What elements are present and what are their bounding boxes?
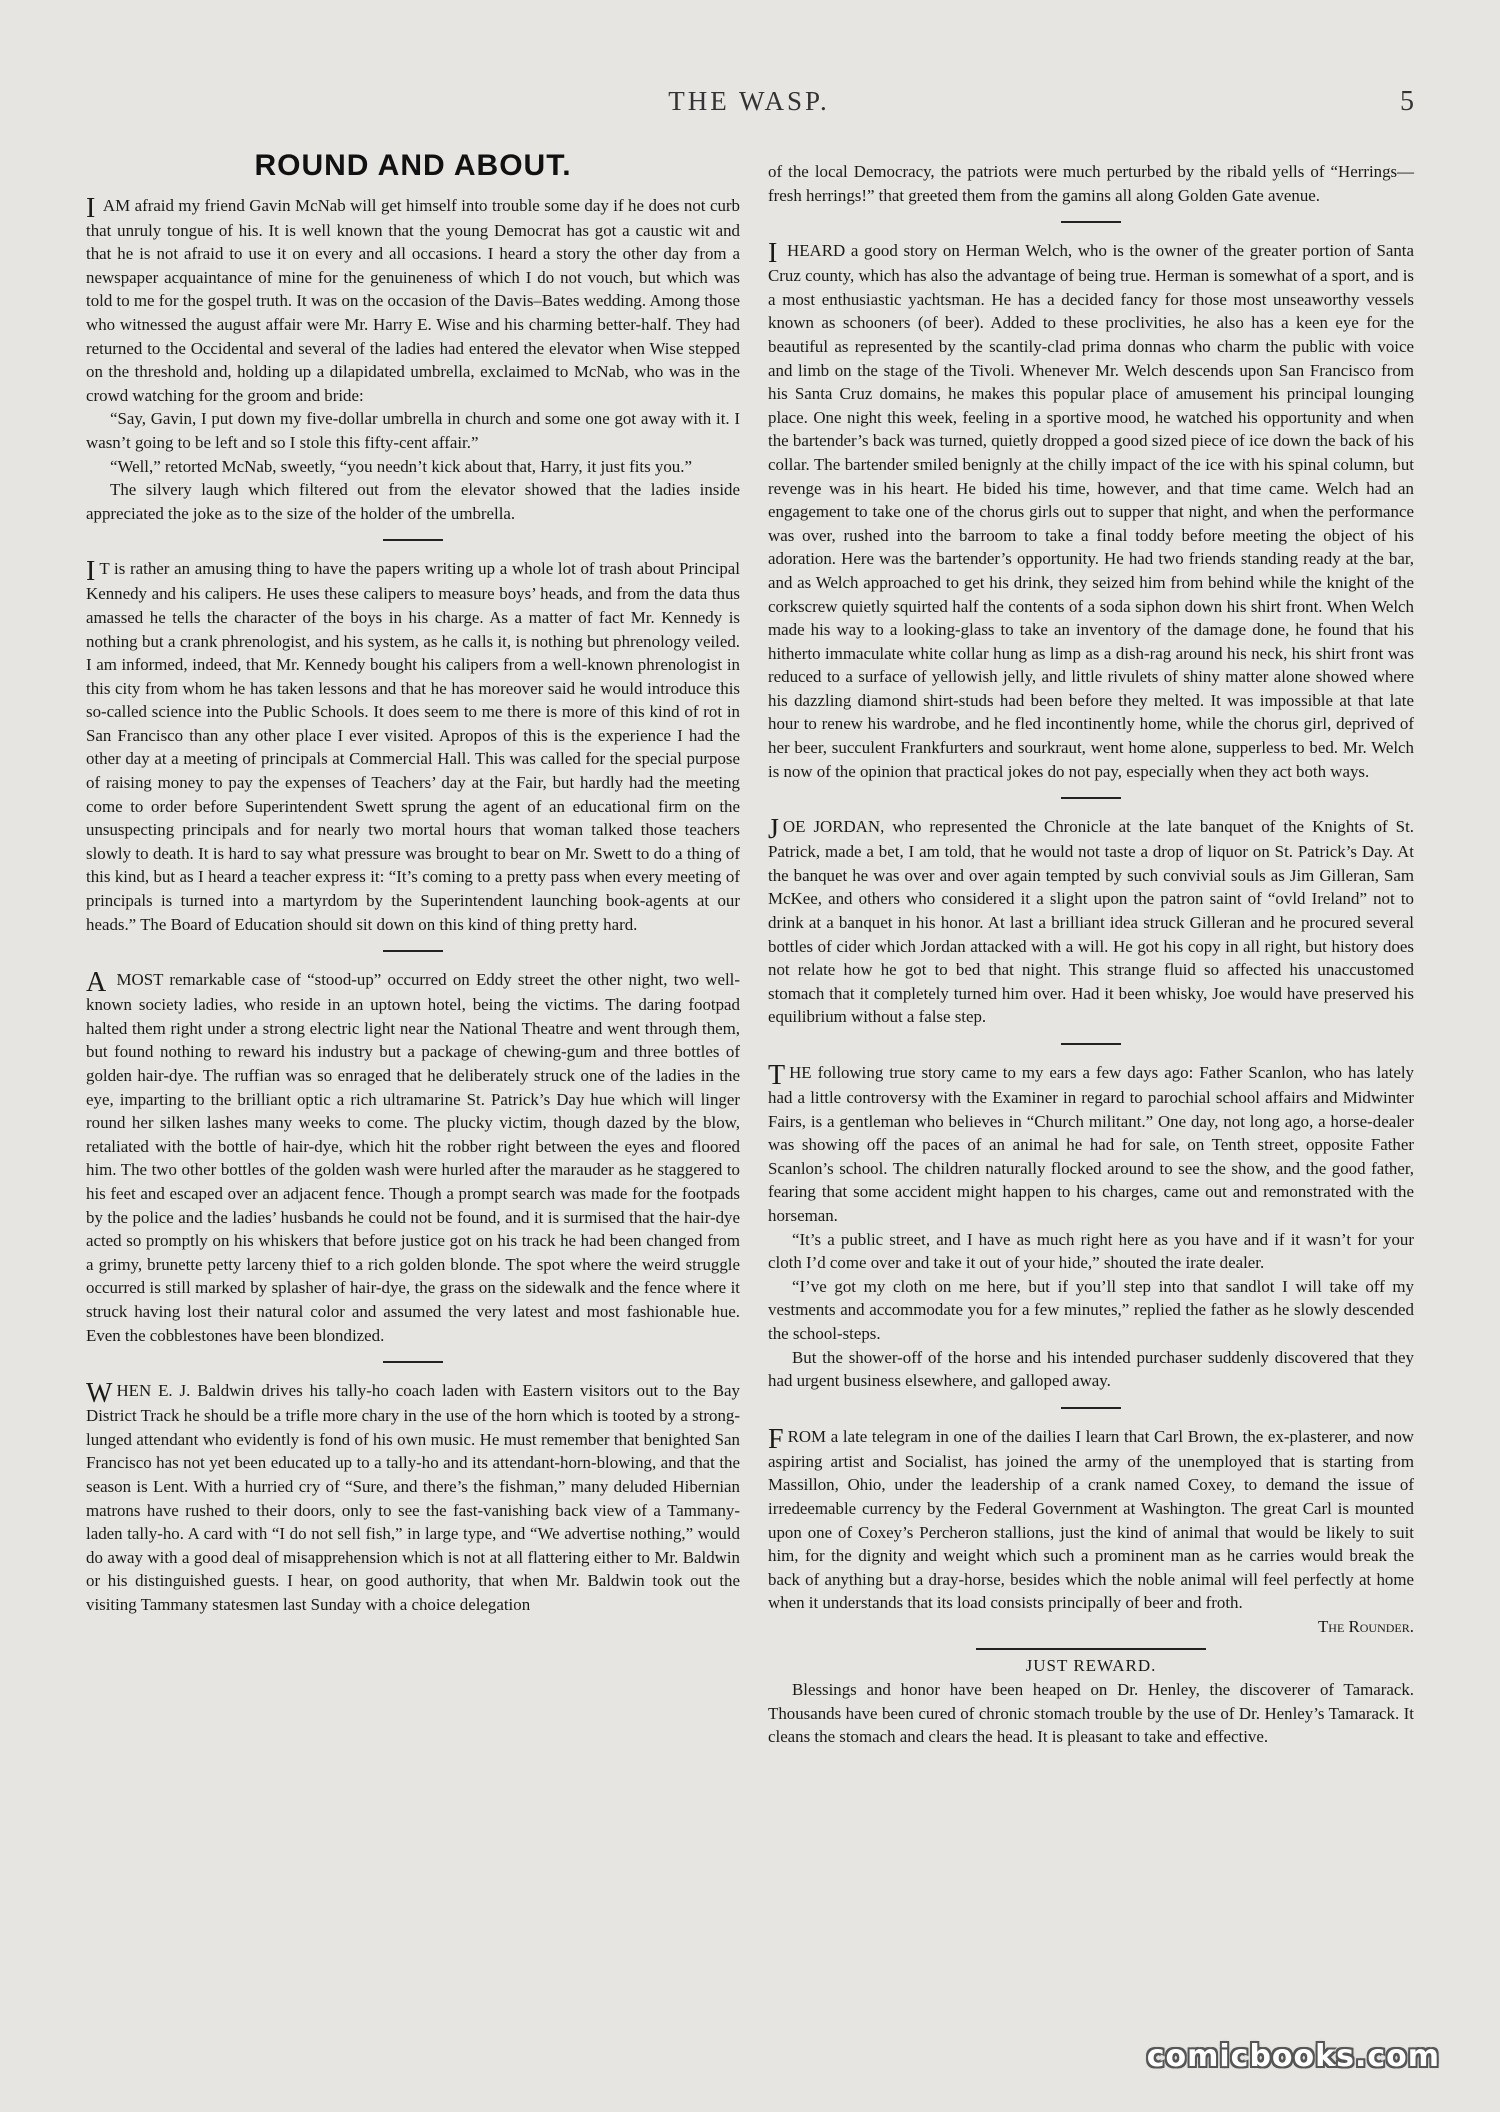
page-number: 5 bbox=[1400, 86, 1414, 117]
section-divider bbox=[1061, 1407, 1121, 1409]
author-signature: The Rounder. bbox=[1317, 1616, 1414, 1636]
section-divider bbox=[976, 1648, 1206, 1650]
article-paragraph: FROM a late telegram in one of the dailies I learn that Carl Brown, the ex-plasterer, and now aspiring artist and Socialist, has joined the army of the unemployed that is starting from Massillon, Ohio, under the leadership of a crank named Coxey, to demand the issue of irredeemable currency by the Federal Government at Washington. The great Carl is mounted upon one of Coxey’s Percheron stallions, just the kind of animal that would be likely to suit him, for the dignity and weight which such a prominent man as he carries would break the back of anything but a dray-horse, besides which the noble animal will feel perfectly at home when it understands that its load consists principally of beer and froth. bbox=[768, 1423, 1414, 1613]
article-paragraph: WHEN E. J. Baldwin drives his tally-ho coach laden with Eastern visitors out to the Bay District Track he should be a trifle more chary in the use of the horn which is tooted by a strong-lunged attendant who evidently is fond of his own music. He must remember that benighted San Francisco has not yet been educated up to a tally-ho and its attendant-horn-blowing, and that the season is Lent. With a hurried cry of “Sure, and there’s the fishman,” many deluded Hibernian matrons have rushed to their doors, only to see the fast-vanishing back view of a Tammany-laden tally-ho. A card with “I do not sell fish,” in large type, and “We advertise nothing,” would do away with a good deal of misapprehension which is not at all flattering either to Mr. Baldwin or his distinguished guests. I hear, on good authority, that when Mr. Baldwin took out the visiting Tammany statesmen last Sunday with a choice delegation bbox=[86, 1378, 740, 1614]
article-kennedy bbox=[86, 557, 740, 936]
article-paragraph: A MOST remarkable case of “stood-up” occurred on Eddy street the other night, two well-known society ladies, who reside in an uptown hotel, being the victims. The daring footpad halted them right under a strong electric light near the National Theatre and went through them, but found nothing to reward his industry but a package of chewing-gum and three bottles of golden hair-dye. The ruffian was so enraged that he deliberately struck one of the ladies in the eye, imparting to the brilliant optic a rich ultramarine St. Patrick’s Day hue which will linger round her silken lashes many weeks to come. The plucky victim, though dazed by the blow, retaliated with the bottle of hair-dye, which hit the robber right between the eyes and floored him. The two other bottles of the golden wash were hurled after the marauder as he staggered to his feet and escaped over an adjacent fence. Though a prompt search was made for the footpads by the police and the ladies’ husbands he could not be found, and it is surmised that the hair-dye acted so promptly on his whiskers that before justice got on his track he had been changed from a grimy, brunette petty larceny thief to a rich golden blonde. The spot where the weird struggle occurred is still marked by splasher of hair-dye, the grass on the sidewalk and the fence where it struck having lost their natural color and assumed the very latest and most fashionable hue. Even the cobblestones have been blondized. bbox=[86, 967, 740, 1345]
drop-cap: J bbox=[768, 814, 779, 846]
article-paragraph: “It’s a public street, and I have as much right here as you have and if it wasn’t for your cloth I’d come over and take it out of your hide,” shouted the irate dealer. bbox=[768, 1229, 1414, 1273]
article-paragraph: I AM afraid my friend Gavin McNab will get himself into trouble some day if he does not curb that unruly tongue of his. It is well known that the young Democrat has got a caustic wit and that he is not afraid to use it on every and all occasions. I heard a story the other day from a newspaper acquaintance of mine for the genuineness of which I do not vouch, but which was told to me for the gospel truth. It was on the occasion of the Davis–Bates wedding. Among those who witnessed the august affair were Mr. Harry E. Wise and his charming better-half. They had returned to the Occidental and several of the ladies had entered the elevator when Wise stepped on the threshold and, holding up a dilapidated umbrella, exclaimed to McNab, who was in the crowd watching for the groom and bride: bbox=[86, 192, 740, 405]
drop-cap: W bbox=[86, 1378, 113, 1410]
article-jordan bbox=[768, 815, 1414, 1029]
publication-title: THE WASP. bbox=[668, 86, 830, 116]
left-column bbox=[86, 148, 740, 1616]
column-headline: ROUND AND ABOUT. bbox=[254, 149, 572, 182]
article-welch bbox=[768, 239, 1414, 783]
page-header bbox=[84, 86, 1414, 120]
ad-text: Blessings and honor have been heaped on Dr. Henley, the discoverer of Tamarack. Thousands have been cured of chronic stomach trouble by the use of Dr. Henley’s Tamarack. It cleans the stomach and clears the head. It is pleasant to take and effective. bbox=[768, 1680, 1414, 1747]
article-paragraph: The silvery laugh which filtered out from the elevator showed that the ladies inside appreciated the joke as to the size of the holder of the umbrella. bbox=[86, 480, 740, 523]
section-divider bbox=[1061, 221, 1121, 223]
advertisement bbox=[768, 1654, 1414, 1748]
ad-heading: JUST REWARD. bbox=[1025, 1656, 1157, 1676]
continued-paragraph: of the local Democracy, the patriots were much perturbed by the ribald yells of “Herrings—fresh herrings!” that greeted them from the gamins all along Golden Gate avenue. bbox=[768, 162, 1414, 205]
article-baldwin bbox=[86, 1379, 740, 1616]
article-paragraph: THE following true story came to my ears a few days ago: Father Scanlon, who has lately had a little controversy with the Examiner in regard to parochial school affairs and Midwinter Fairs, is a gentleman who believes in “Church militant.” One day, not long ago, a horse-dealer was showing off the paces of an animal he had for sale, on Tenth street, opposite Father Scanlon’s school. The children naturally flocked around to see the show, and the good father, fearing that some accident might happen to his charges, came out and remonstrated with the horseman. bbox=[768, 1060, 1414, 1225]
article-paragraph: But the shower-off of the horse and his intended purchaser suddenly discovered that they had urgent business elsewhere, and galloped away. bbox=[768, 1347, 1414, 1391]
drop-cap: T bbox=[768, 1060, 786, 1091]
article-scanlon bbox=[768, 1061, 1414, 1393]
article-paragraph: “Well,” retorted McNab, sweetly, “you needn’t kick about that, Harry, it just fits you.” bbox=[110, 456, 692, 476]
article-stood-up bbox=[86, 968, 740, 1347]
drop-cap: I bbox=[86, 556, 96, 588]
article-paragraph: “I’ve got my cloth on me here, but if you’ll step into that sandlot I will take off my vestments and accommodate you for a few minutes,” replied the father as he slowly descended the school-steps. bbox=[768, 1276, 1414, 1343]
section-divider bbox=[383, 539, 443, 541]
article-paragraph: “Say, Gavin, I put down my five-dollar umbrella in church and some one got away with it. I wasn’t going to be left and so I stole this fifty-cent affair.” bbox=[86, 409, 740, 452]
section-divider bbox=[1061, 797, 1121, 799]
right-column bbox=[768, 160, 1414, 1749]
drop-cap: I bbox=[86, 192, 96, 224]
section-divider bbox=[1061, 1043, 1121, 1045]
article-mcnab bbox=[86, 194, 740, 526]
article-paragraph: JOE JORDAN, who represented the Chronicle at the late banquet of the Knights of St. Patrick, made a bet, I am told, that he would not taste a drop of liquor on St. Patrick’s Day. At the banquet he was over and over again tempted by such convivial souls as Jim Gilleran, Sam McKee, and others who considered it a slight upon the patron saint of “ovld Ireland” not to drink at a banquet in his honor. At last a brilliant idea struck Gilleran and he procured several bottles of cider which Jordan attacked with a will. He got his copy in all right, but history does not relate how he got to bed that night. This strange fluid so affected his unaccustomed stomach that it completely turned him over. Had it been whisky, Joe would have preserved his equilibrium without a false step. bbox=[768, 814, 1414, 1027]
drop-cap: A bbox=[86, 967, 107, 999]
article-paragraph: I T is rather an amusing thing to have the papers writing up a whole lot of trash about Principal Kennedy and his calipers. He uses these calipers to measure boys’ heads, and from the data thus amassed he tells the character of the boys in his charge. As a matter of fact Mr. Kennedy is nothing but a crank phrenologist, and his system, as he calls it, is nothing but phrenology veiled. I am informed, indeed, that Mr. Kennedy bought his calipers from a well-known phrenologist in this city from whom he has taken lessons and that he has moreover said he would introduce this so-called science into the Public Schools. It does seem to me there is more of this kind of rot in San Francisco than any other place I ever visited. Apropos of this is the experience I had the other day at a meeting of principals at Commercial Hall. This was called for the special purpose of raising money to pay the expenses of Teachers’ day at the Fair, but hardly had the meeting come to order before Superintendent Swett sprung the agent of an educational firm on the unsuspecting principals and for nearly two mortal hours that woman talked those teachers slowly to death. It is hard to say what pressure was brought to bear on Mr. Swett to do a thing of this kind, but as I heard a teacher express it: “It’s coming to a pretty pass when every meeting of principals is turned into a martyrdom by the Superintendent launching book-agents at our heads.” The Board of Education should sit down on this kind of thing pretty hard. bbox=[86, 556, 740, 934]
drop-cap: I bbox=[768, 238, 778, 270]
article-paragraph: I HEARD a good story on Herman Welch, who is the owner of the greater portion of Santa Cruz county, which has also the advantage of being true. Herman is somewhat of a sport, and is a most enthusiastic yachtsman. He has a decided fancy for those most unseaworthy vessels known as schooners (of beer). Added to these proclivities, he also has a keen eye for the beautiful as represented by the scantily-clad prima donnas who charm the public with voice and limb on the stage of the Tivoli. Whenever Mr. Welch descends upon San Francisco from his Santa Cruz domains, he makes this popular place of amusement his principal lounging place. One night this week, feeling in a sportive mood, he watched his opportunity and when the bartender’s back was turned, quietly dropped a good sized piece of ice down the back of his collar. The bartender smiled benignly at the chilly impact of the ice with his spinal column, but revenge was in his heart. He bided his time, however, and that time came. Welch had an engagement to take one of the chorus girls out to supper that night, and when the performance was over, rushed into the barroom to take a final toddy before meeting the object of his adoration. Here was the bartender’s opportunity. He had two friends standing ready at the bar, and as Welch approached to get his drink, they seized him from behind while the knight of the corkscrew quietly squirted half the contents of a soda siphon down his shirt front. When Welch made his way to a looking-glass to take an inventory of the damage done, he found that his hitherto immaculate white collar hung as limp as a dish-rag around his neck, his shirt front was reduced to a surface of yellowish jelly, and little rivulets of shiny matter alone showed where his dazzling diamond shirt-studs had been before they melted. It was impossible at that late hour to renew his wardrobe, and he fled incontinently home, while the chorus girl, deprived of her beer, succulent Frankfurters and sourkraut, went home alone, supperless to bed. Mr. Welch is now of the opinion that practical jokes do not pay, especially when they act both ways. bbox=[768, 238, 1414, 781]
drop-cap: F bbox=[768, 1423, 784, 1455]
section-divider bbox=[383, 1361, 443, 1363]
article-carl-brown bbox=[768, 1425, 1414, 1639]
site-watermark: comicbooks.com bbox=[1146, 2039, 1440, 2074]
section-divider bbox=[383, 950, 443, 952]
